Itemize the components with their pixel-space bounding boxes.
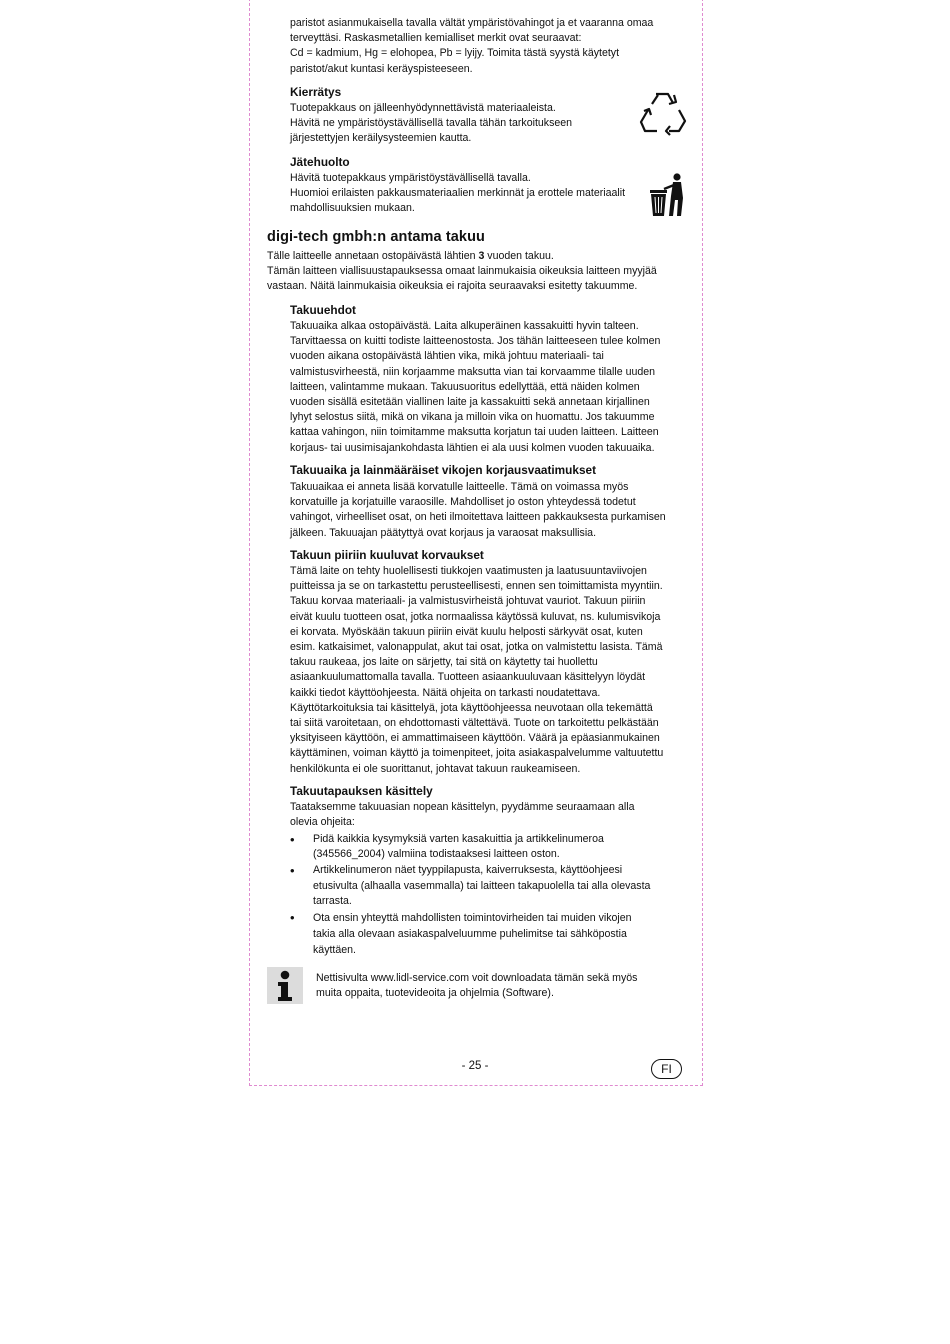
list-item (290, 910, 686, 958)
text-line: kaikki tiedot käyttöohjeesta. Näitä ohjeita on tarkasti noudatettava. (290, 686, 601, 699)
text-line: jälkeen. Takuuajan päätyttyä ovat korjaus ja varaosat maksullisia. (290, 526, 597, 539)
text-line: käyttäen. (313, 944, 356, 957)
warranty-paragraph (267, 249, 687, 295)
text-line: mahdollisuuksien mukaan. (290, 202, 415, 215)
terms-paragraph (290, 319, 686, 456)
text-line: Hävitä ne ympäristöystävällisellä tavalla tähän tarkoitukseen (290, 117, 573, 130)
text-fragment: vuoden takuu. (484, 250, 554, 262)
text-line: käyttäminen, voiman käyttö ja toimenpiteet, joita asiakaspalvelumme valtuutettu (290, 747, 664, 760)
scope-heading: Takuun piiriin kuuluvat korvaukset (290, 548, 484, 562)
terms-heading: Takuuehdot (290, 303, 356, 317)
text-line: tai siitä varoitetaan, on ehdottomasti vältettävä. Tuote on tarkoitettu pelkästään (290, 717, 659, 730)
text-line: järjestettyjen keräilysysteemien kautta. (290, 132, 472, 145)
period-paragraph (290, 480, 686, 541)
text-line: vuoden sisällä esitetään viallinen laite ja kassakuitti sekä annetaan kirjallinen (290, 396, 650, 409)
text-line: yksityiseen käyttöön, ei ammattimaiseen käyttöön. Väärä ja epäasianmukainen (290, 732, 660, 745)
handling-heading: Takuutapauksen käsittely (290, 784, 433, 798)
text-line: Nettisivulta www.lidl-service.com voit downloadata tämän sekä myös (316, 972, 638, 984)
text-line: • Ota ensin yhteyttä mahdollisten toimintovirheiden tai muiden vikojen (313, 912, 632, 925)
text-line: Tämän laitteen viallisuustapauksessa omaat lainmukaisia oikeuksia laitteen myyjää (267, 265, 657, 278)
scope-paragraph (290, 564, 686, 777)
text-line: Takuuaikaa ei anneta lisää korvatulle laitteelle. Tämä on voimassa myös (290, 481, 629, 493)
language-badge: FI (651, 1059, 682, 1079)
handling-bullet-list (290, 832, 686, 958)
text-line (267, 249, 687, 264)
recycling-icon (639, 90, 687, 136)
text-line: muita oppaita, tuotevideoita ja ohjelmia (Software). (316, 987, 554, 1000)
warranty-years: 3 (478, 250, 485, 262)
waste-paragraph (290, 171, 650, 217)
text-line: Takuuaika alkaa ostopäivästä. Laita alkuperäinen kassakuitti hyvin talteen. (290, 320, 639, 332)
text-line: korvatuille ja korjatuille varaosille. Mahdolliset jo oston yhteydessä todetut (290, 496, 636, 509)
text-line: paristot/akut kuntasi keräyspisteeseen. (290, 62, 473, 75)
text-line: Takuu korvaa materiaali- ja valmistusvirheistä johtuvat vauriot. Takuun piiriin (290, 595, 646, 608)
text-line: esim. katkaisimet, valonappulat, akut tai osat, jotka on valmistettu lasista. Tämä (290, 641, 663, 654)
text-line: puitteissa ja se on tarkastettu perusteellisesti, ennen sen toimittamista myyntiin. (290, 580, 663, 593)
info-icon (267, 967, 303, 1004)
text-line: eivät kuulu tuotteen osat, jotka normaalissa käytössä kuluvat, ns. kulumisvikoja (290, 610, 661, 623)
text-line: lyhyt selostus siitä, mikä on vikana ja milloin vika on huomattu. Jos takuumme (290, 411, 655, 424)
text-line: valmistusvirheestä, niin korjaamme maksutta vian tai korvaamme tilalle uuden (290, 365, 656, 378)
warranty-heading: digi-tech gmbh:n antama takuu (267, 229, 485, 245)
text-line: takia alla olevaan asiakaspalveluumme puhelimitse tai sähköpostia (313, 928, 627, 941)
recycling-paragraph (290, 101, 630, 147)
recycling-heading: Kierrätys (290, 85, 342, 99)
trash-bin-icon (647, 172, 687, 218)
info-paragraph (316, 971, 686, 1001)
text-line: terveyttäsi. Raskasmetallien kemialliset merkit ovat seuraavat: (290, 32, 582, 45)
text-line: etusivulta (alhaalla vasemmalla) tai laitteen takapuolella tai alla olevasta (313, 879, 651, 892)
handling-paragraph (290, 800, 686, 830)
text-line: (345566_2004) valmiina todistaaksesi laitteen oston. (313, 848, 560, 861)
text-line: Cd = kadmium, Hg = elohopea, Pb = lyijy. Toimita tästä syystä käytetyt (290, 47, 620, 60)
text-line: • Pidä kaikkia kysymyksiä varten kasakuittia ja artikkelinumeroa (313, 833, 604, 845)
text-line: Tuotepakkaus on jälleenhyödynnettävistä materiaaleista. (290, 102, 556, 114)
text-line: olevia ohjeita: (290, 816, 355, 829)
text-line: paristot asianmukaisella tavalla vältät ympäristövahingot ja et vaaranna omaa (290, 17, 654, 29)
text-line: ei korvata. Myöskään takuun piiriin eivät kuulu helposti särkyvät osat, kuten (290, 625, 643, 638)
text-line: vastaan. Näitä lainmukaisia oikeuksia ei rajoita seuraavaksi esitetty takuumme. (267, 280, 638, 293)
text-fragment: Tälle laitteelle annetaan ostopäivästä lähtien (267, 250, 479, 262)
text-line: vuoden aikana ostopäivästä lähtien vika, mikä johtuu materiaali- tai (290, 350, 604, 363)
battery-disposal-paragraph (290, 16, 686, 77)
text-line: laitteen, valintamme mukaan. Takuusuoritus edellyttää, että näiden kolmen (290, 380, 640, 393)
text-line: tarrasta. (313, 894, 352, 907)
text-line: kattaa vahingon, niin toimitamme maksutta korjatun tai uuden laitteen. Laitteen (290, 426, 659, 439)
text-line: Tarvittaessa on kuitti todiste laitteenostosta. Jos tähän laitteeseen tulee kolmen (290, 335, 661, 348)
text-line: • Artikkelinumeron näet tyyppilapusta, kaiverruksesta, käyttöohjeesi (313, 864, 623, 877)
list-item (290, 863, 686, 909)
page-number: - 25 - (461, 1060, 489, 1072)
text-line: henkilökunta ei ole suorittanut, johtavat takuun raukeamiseen. (290, 762, 581, 775)
text-line: Hävitä tuotepakkaus ympäristöystävällisellä tavalla. (290, 172, 531, 184)
list-item (290, 832, 686, 862)
text-line: Huomioi erilaisten pakkausmateriaalien merkinnät ja erottele materiaalit (290, 187, 626, 200)
text-line: Käyttötarkoituksia tai käsittelyä, jota käyttöohjeessa neuvotaan olla tekemättä (290, 701, 653, 714)
text-line: takuu raukeaa, jos laite on särjetty, tai sitä on käytetty tai huollettu (290, 656, 598, 669)
text-line: Taataksemme takuuasian nopean käsittelyn, pyydämme seuraamaan alla (290, 801, 635, 813)
text-line: korjaus- tai uusimisajankohdasta lähtien ei ala uusi kolmen vuoden takuuaika. (290, 441, 655, 454)
text-line: asiaankuulumattomalla tavalla. Tuotteen asiaankuuluvaan käsittelyyn löydät (290, 671, 646, 684)
period-heading: Takuuaika ja lainmääräiset vikojen korjausvaatimukset (290, 463, 596, 477)
waste-heading: Jätehuolto (290, 155, 350, 169)
text-line: Tämä laite on tehty huolellisesti tiukkojen vaatimusten ja laatusuuntaviivojen (290, 565, 647, 577)
text-line: vahingot, virheelliset osat, on heti ilmoitettava laitteen pakkauksesta purkamisen (290, 511, 666, 524)
